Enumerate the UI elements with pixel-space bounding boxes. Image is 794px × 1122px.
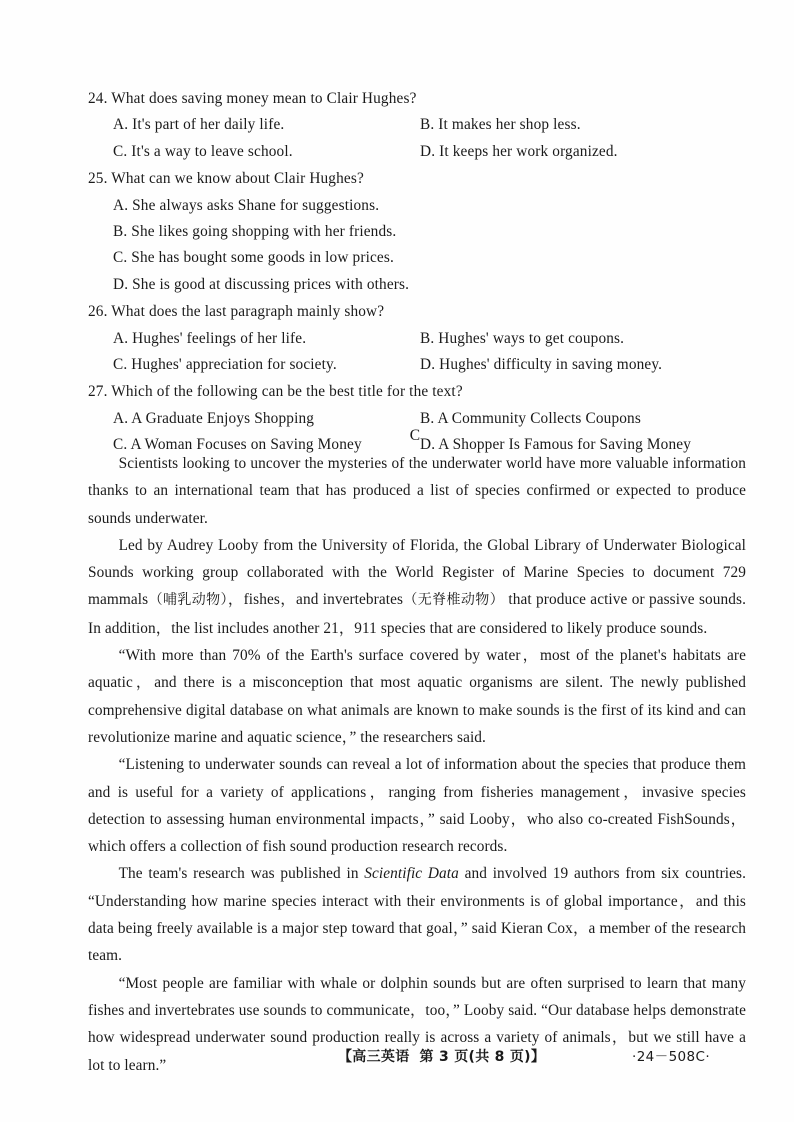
question-24-option-d[interactable]: D. It keeps her work organized. xyxy=(420,142,618,160)
question-24-options-row-1 xyxy=(88,112,748,138)
footer-subject: 【高三英语 xyxy=(338,1049,410,1065)
question-25-options-row-2 xyxy=(88,219,748,245)
p5-journal-title: Scientific Data xyxy=(364,865,459,883)
section-letter-c: C xyxy=(409,427,421,444)
question-26-stem: 26. What does the last paragraph mainly show? xyxy=(88,303,385,321)
question-26-options-row-2 xyxy=(88,352,748,378)
question-25-stem: 25. What can we know about Clair Hughes? xyxy=(88,170,364,188)
question-26-option-c[interactable]: C. Hughes' appreciation for society. xyxy=(113,356,337,374)
footer-paper-code: ·24－508C· xyxy=(632,1049,711,1065)
passage-paragraph-5 xyxy=(88,860,746,969)
question-27-option-c[interactable]: C. A Woman Focuses on Saving Money xyxy=(113,436,362,454)
passage-paragraph-1: Scientists looking to uncover the mysteries of the underwater world have more valuable information thanks to an international team that has produced a list of species confirmed or expected to produce sounds underwater. xyxy=(88,455,746,527)
page-footer xyxy=(0,1046,794,1072)
question-24 xyxy=(88,86,748,165)
question-27-option-a[interactable]: A. A Graduate Enjoys Shopping xyxy=(113,409,315,427)
question-25-options-row-1 xyxy=(88,193,748,219)
p2-cn-mammals: （哺乳动物） xyxy=(148,592,228,609)
question-24-stem: 24. What does saving money mean to Clair Hughes? xyxy=(88,90,417,107)
question-25-option-d[interactable]: D. She is good at discussing prices with others. xyxy=(113,275,410,293)
question-27-option-d[interactable]: D. A Shopper Is Famous for Saving Money xyxy=(420,436,691,454)
question-24-option-c[interactable]: C. It's a way to leave school. xyxy=(113,142,293,160)
p2-cn-invertebrates: （无脊椎动物） xyxy=(403,592,505,609)
question-26 xyxy=(88,299,748,378)
question-25-option-a[interactable]: A. She always asks Shane for suggestions. xyxy=(113,196,380,214)
question-24-option-a[interactable]: A. It's part of her daily life. xyxy=(113,116,285,134)
question-26-options-row-1 xyxy=(88,326,748,352)
question-27-option-b[interactable]: B. A Community Collects Coupons xyxy=(420,409,641,427)
question-26-option-a[interactable]: A. Hughes' feelings of her life. xyxy=(113,329,307,347)
reading-passage xyxy=(88,450,746,1079)
p2-seg-1: Led by Audrey Looby from the University of Florida, the Global Library of Underwater Biological Sounds working group collaborated with the World Register of Marine Species to document 729 mammals xyxy=(88,536,746,609)
footer-page-info: 第 3 页(共 8 页)】 xyxy=(419,1049,546,1065)
p2-seg-2: ，fishes，and invertebrates xyxy=(227,591,404,609)
question-25-option-c[interactable]: C. She has bought some goods in low prices. xyxy=(113,249,394,267)
question-24-option-b[interactable]: B. It makes her shop less. xyxy=(420,116,581,134)
passage-paragraph-2 xyxy=(88,532,746,642)
p5-seg-2: and involved 19 authors from six countries. “Understanding how marine species interact with their environments is of global importance，and this data being freely available is a major step toward that goal，” said Kieran Cox，a member of the research team. xyxy=(88,865,746,965)
question-26-option-d[interactable]: D. Hughes' difficulty in saving money. xyxy=(420,356,663,374)
question-24-options-row-2 xyxy=(88,139,748,165)
passage-paragraph-6: “Most people are familiar with whale or dolphin sounds but are often surprised to learn that many fishes and invertebrates use sounds to communicate，too，” Looby said. “Our database helps demonstrate how widespread underwater sound production really is across a variety of animals，but we still have a lot to learn.” xyxy=(88,974,746,1074)
question-27-stem: 27. Which of the following can be the best title for the text? xyxy=(88,383,463,401)
footer-page-label xyxy=(338,1046,545,1068)
passage-paragraph-4: “Listening to underwater sounds can reveal a lot of information about the species that produce them and is useful for a variety of applications，ranging from fisheries management，invasive species detection to assessing human environmental impacts，” said Looby，who also co-created FishSounds，which offers a collection of fish sound production research records. xyxy=(88,756,746,856)
question-25-option-b[interactable]: B. She likes going shopping with her friends. xyxy=(113,223,397,241)
question-26-option-b[interactable]: B. Hughes' ways to get coupons. xyxy=(420,329,625,347)
question-25-options-row-4 xyxy=(88,272,748,298)
p2-seg-3: that produce active or passive sounds. In addition，the list includes another 21，911 species that are considered to likely produce sounds. xyxy=(88,591,747,637)
question-25-options-row-3 xyxy=(88,245,748,271)
passage-paragraph-3: “With more than 70% of the Earth's surface covered by water，most of the planet's habitats are aquatic，and there is a misconception that most aquatic organisms are silent. The newly published comprehensive digital database on what animals are known to make sounds is the first of its kind and can revolutionize marine and aquatic science，” the researchers said. xyxy=(88,647,746,746)
p5-seg-1: The team's research was published in xyxy=(118,865,365,883)
questions-section xyxy=(88,86,748,460)
question-25 xyxy=(88,166,748,298)
